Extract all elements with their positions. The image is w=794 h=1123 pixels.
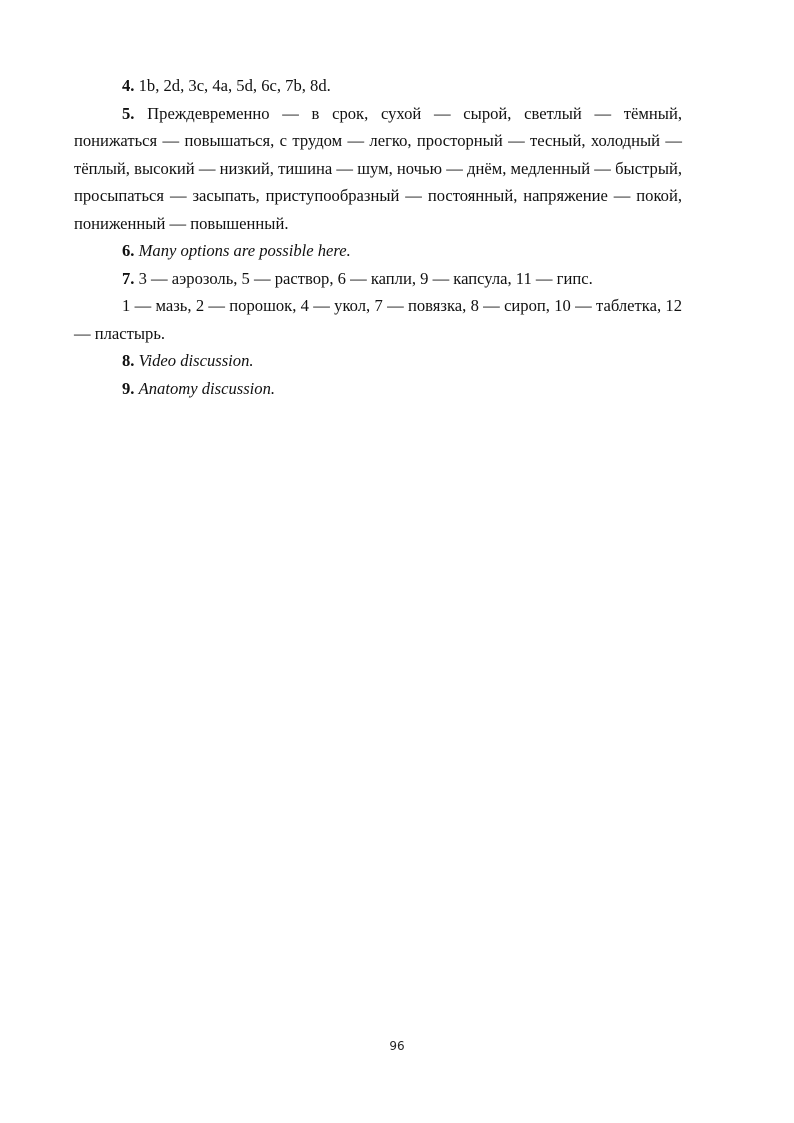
answer-9 xyxy=(74,375,682,403)
answer-number: 6. xyxy=(122,241,135,260)
answer-8 xyxy=(74,347,682,375)
answer-number: 7. xyxy=(122,268,135,288)
answer-number: 4. xyxy=(122,76,135,95)
answer-number: 9. xyxy=(122,378,135,398)
answer-5 xyxy=(74,100,682,238)
answer-key-body xyxy=(74,72,682,402)
answer-text: 1b, 2d, 3c, 4a, 5d, 6c, 7b, 8d. xyxy=(138,76,331,95)
answer-text: 1 — мазь, 2 — порошок, 4 — укол, 7 — повязка, 8 — сироп, 10 — таблетка, 12 — пластырь. xyxy=(74,296,682,343)
page-number: 96 xyxy=(389,1039,405,1053)
answer-text: Video discussion. xyxy=(138,351,254,370)
answer-text: Anatomy discussion. xyxy=(138,378,276,398)
answer-text: 3 — аэрозоль, 5 — раствор, 6 — капли, 9 — капсула, 11 — гипс. xyxy=(138,268,593,288)
answer-7 xyxy=(74,265,682,293)
answer-number: 5. xyxy=(122,103,135,123)
answer-4 xyxy=(74,72,682,100)
answer-7-continued xyxy=(74,292,682,347)
answer-number: 8. xyxy=(122,351,135,370)
answer-text: Преждевременно — в срок, сухой — сырой, светлый — тёмный, понижаться — повышаться, с трудом — легко, просторный — тесный, холодный — тёплый, высокий — низкий, тишина — шум, ночью — днём, медленный — быстрый, просыпаться — засыпать, приступообразный — постоянный, напряжение — покой, пониженный — повышенный. xyxy=(74,103,682,233)
answer-6 xyxy=(74,237,682,265)
answer-text: Many options are possible here. xyxy=(138,241,351,260)
